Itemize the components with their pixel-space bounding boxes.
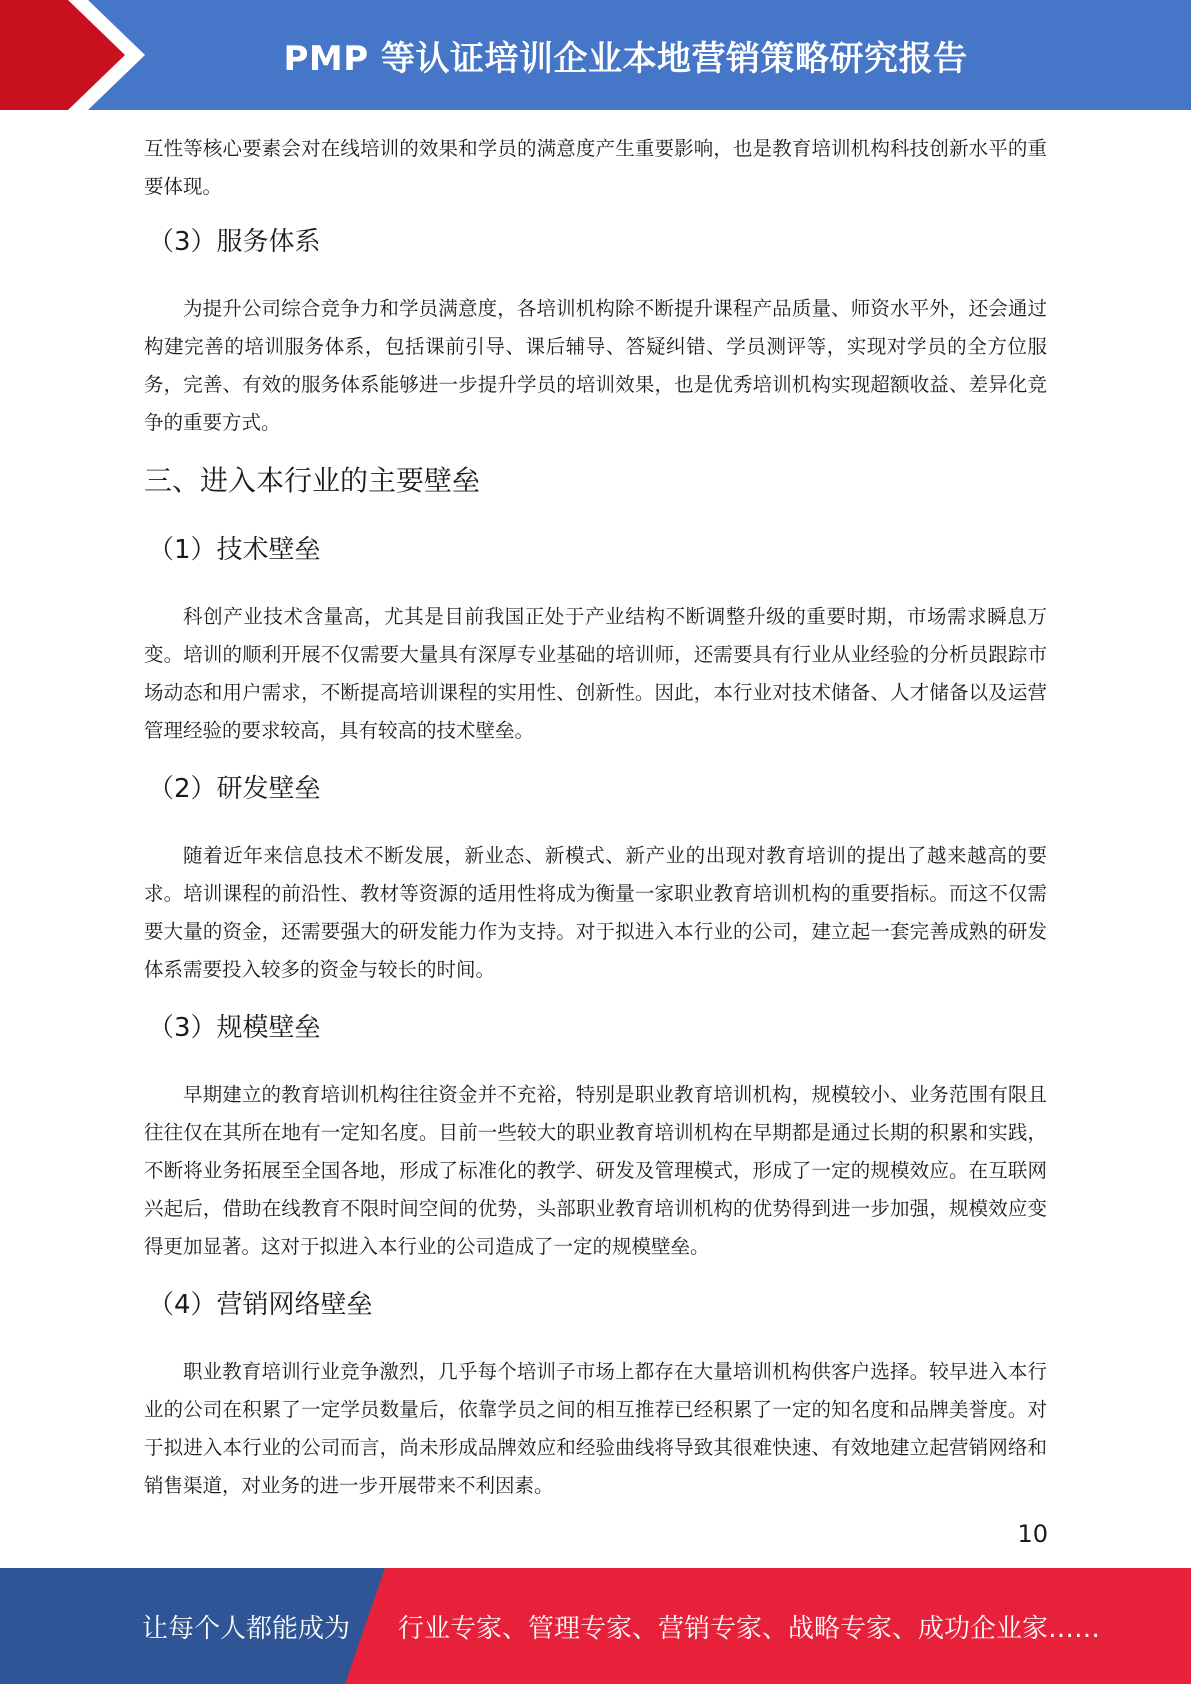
heading-service-system: （3）服务体系	[148, 227, 321, 257]
heading-entry-barriers: 三、进入本行业的主要壁垒	[144, 464, 481, 497]
paragraph-rd-barrier: 随着近年来信息技术不断发展，新业态、新模式、新产业的出现对教育培训的提出了越来越高的要求。培训课程的前沿性、教材等资源的适用性将成为衡量一家职业教育培训机构的重要指标。而这不仅需要大量的资金，还需要强大的研发能力作为支持。对于拟进入本行业的公司，建立起一套完善成熟的研发体系需要投入较多的资金与较长的时间。	[144, 844, 1047, 981]
heading-marketing-barrier: （4）营销网络壁垒	[148, 1290, 373, 1320]
paragraph-marketing-barrier: 职业教育培训行业竞争激烈，几乎每个培训子市场上都存在大量培训机构供客户选择。较早进入本行业的公司在积累了一定学员数量后，依靠学员之间的相互推荐已经积累了一定的知名度和品牌美誉度。对于拟进入本行业的公司而言，尚未形成品牌效应和经验曲线将导致其很难快速、有效地建立起营销网络和销售渠道，对业务的进一步开展带来不利因素。	[144, 1360, 1047, 1497]
document-body	[144, 130, 1047, 1505]
header-banner	[0, 0, 1191, 110]
document-title: PMP 等认证培训企业本地营销策略研究报告	[283, 38, 968, 79]
page-number: 10	[1017, 1520, 1048, 1548]
footer-slogan-right: 行业专家、管理专家、营销专家、战略专家、成功企业家……	[398, 1613, 1101, 1644]
footer-banner	[0, 1568, 1191, 1684]
paragraph-technology-barrier: 科创产业技术含量高，尤其是目前我国正处于产业结构不断调整升级的重要时期，市场需求瞬息万变。培训的顺利开展不仅需要大量具有深厚专业基础的培训师，还需要具有行业从业经验的分析员跟踪市场动态和用户需求，不断提高培训课程的实用性、创新性。因此，本行业对技术储备、人才储备以及运营管理经验的要求较高，具有较高的技术壁垒。	[144, 605, 1047, 742]
paragraph-service-system: 为提升公司综合竞争力和学员满意度，各培训机构除不断提升课程产品质量、师资水平外，还会通过构建完善的培训服务体系，包括课前引导、课后辅导、答疑纠错、学员测评等，实现对学员的全方位服务，完善、有效的服务体系能够进一步提升学员的培训效果，也是优秀培训机构实现超额收益、差异化竞争的重要方式。	[144, 297, 1047, 434]
heading-technology-barrier: （1）技术壁垒	[148, 535, 321, 565]
heading-scale-barrier: （3）规模壁垒	[148, 1013, 321, 1043]
paragraph-scale-barrier: 早期建立的教育培训机构往往资金并不充裕，特别是职业教育培训机构，规模较小、业务范围有限且往往仅在其所在地有一定知名度。目前一些较大的职业教育培训机构在早期都是通过长期的积累和实践，不断将业务拓展至全国各地，形成了标准化的教学、研发及管理模式，形成了一定的规模效应。在互联网兴起后，借助在线教育不限时间空间的优势，头部职业教育培训机构的优势得到进一步加强，规模效应变得更加显著。这对于拟进入本行业的公司造成了一定的规模壁垒。	[144, 1083, 1047, 1258]
heading-rd-barrier: （2）研发壁垒	[148, 774, 321, 804]
paragraph-intro: 互性等核心要素会对在线培训的效果和学员的满意度产生重要影响，也是教育培训机构科技创新水平的重要体现。	[144, 137, 1047, 198]
footer-slogan-left: 让每个人都能成为	[142, 1613, 351, 1644]
